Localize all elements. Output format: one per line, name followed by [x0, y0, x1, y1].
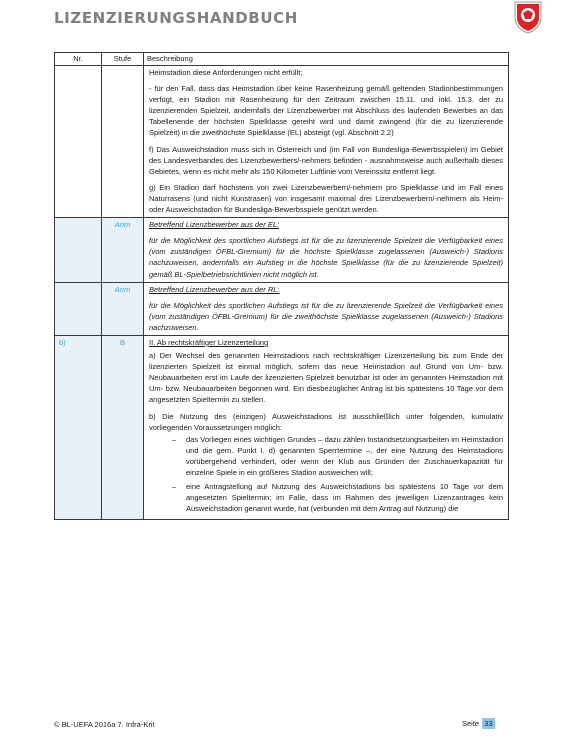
cell-stufe	[102, 66, 144, 218]
table-row	[55, 282, 509, 335]
row2-text: für die Möglichkeit des sportlichen Aufstiegs ist für die zu lizenzierende Spielzeit die Verfügbarkeit eines (vom zuständigen ÖFBL-Gremium) für die höchste Spielklasse zugelassenen (Ausweich-) Stadions nachzuweisen, andernfalls ein Aufstieg in die höchste Spielklasse (für die zu lizenzierende Spielzeit) gemäß BL-Spielbetriebsrichtlinien nicht möglich ist.	[149, 236, 503, 279]
page-number: 33	[484, 719, 493, 728]
header-nr: Nr.	[55, 53, 102, 66]
cell-nr	[55, 66, 102, 218]
table-row	[55, 218, 509, 282]
page-label: Seite	[462, 719, 480, 728]
table-header-row	[55, 53, 509, 66]
footer-copyright: © BL-UEFA 2016a 7. Infra-Krit	[54, 720, 155, 729]
cell-stufe-b: B	[102, 335, 144, 519]
cell-nr-b: b)	[55, 335, 102, 519]
row4-bullet-list	[149, 434, 503, 515]
cell-stufe-anm: Anm	[102, 218, 144, 282]
cell-description	[144, 335, 509, 519]
list-item: – eine Antragstellung auf Nutzung des Ausweichstadions bis spätestens 10 Tage vor dem angesetzten Spieltermin; im Falle, dass im Rahmen des jeweiligen Lizenzantrages kein Ausweichstadion genannt wurde, hat (verbunden mit dem Antrag auf Nutzung) die	[149, 481, 503, 514]
header-stufe: Stufe	[102, 53, 144, 66]
row4-heading: II. Ab rechtskräftiger Lizenzerteilung	[149, 337, 269, 347]
license-criteria-table	[54, 52, 509, 520]
row1-paragraph: f) Das Ausweichstadion muss sich in Österreich und (im Fall von Bundesliga-Bewerbsspielen) im Gebiet des Landesverbandes des Lizenzbewerbers/-nehmers befinden - ausnahmsweise auch außerhalb dieses Gebietes, wenn es nicht mehr als 150 Kilometer Luftlinie vom Vereinssitz entfernt liegt.	[149, 144, 503, 176]
cell-stufe-anm: Anm	[102, 282, 144, 335]
footer-page	[462, 718, 495, 729]
header-beschreibung: Beschreibung	[144, 53, 509, 66]
row1-paragraph: Heimstadion diese Anforderungen nicht erfüllt;	[149, 68, 303, 77]
row4-paragraph-b: b) Die Nutzung des (einzigen) Ausweichstadions ist ausschließlich unter folgenden, kumulativ vorliegenden Voraussetzungen möglich:	[149, 411, 503, 432]
row2-heading: Betreffend Lizenzbewerber aus der EL:	[149, 220, 280, 230]
row3-heading: Betreffend Lizenzbewerber aus der RL:	[149, 284, 280, 294]
cell-description	[144, 282, 509, 335]
page-header-title: LIZENZIERUNGSHANDBUCH	[54, 9, 298, 27]
list-item: – das Vorliegen eines wichtigen Grundes – dazu zählen Instandsetzungsarbeiten im Heimstadion und die gem. Punkt I. d) genannten Sperrtermine –, der eine Nutzung des Heimstadions vorübergehend verhindert, oder wenn der Klub aus Gründen der Zuschauerkapazität für einzelne Spiele in ein größeres Stadion ausweichen will;	[149, 434, 503, 478]
cell-nr	[55, 218, 102, 282]
row4-paragraph-a: a) Der Wechsel des genannten Heimstadions nach rechtskräftiger Lizenzerteilung bis zum Ende der lizenzierten Spielzeit ist einmal möglich, sofern das neue Heimstadion auf Grund von Um- bzw. Neubauarbeiten erst im Laufe der lizenzierten Spielzeit benutzbar ist oder im genannten Heimstadion mit Um- bzw. Neubauarbeiten begonnen wird. Ein diesbezüglicher Antrag ist bis spätestens 10 Tage vor dem angesetzten Spieltermin zu stellen.	[149, 351, 503, 405]
table-row	[55, 66, 509, 218]
row1-paragraph: - für den Fall, dass das Heimstadion über keine Rasenheizung gemäß geltenden Stadionbestimmungen verfügt, ein Stadion mit Rasenheizung für den Zeitraum zwischen 15.11. und inkl. 15.3. der zu lizenzierenden Spielzeit, andernfalls der Lizenzbewerber mit Abschluss des laufenden Bewerbes an das Tabellenende der höchsten Spielklasse gereiht wird und damit zwingend (für die zu lizenzierende Spielzeit) in die zweithöchste Spielklasse (EL) absteigt (vgl. Abschnitt 2.2)	[149, 84, 503, 138]
row3-text: für die Möglichkeit des sportlichen Aufstiegs ist für die zu lizenzierende Spielzeit die Verfügbarkeit eines (vom zuständigen ÖFBL-Gremium) für die zweithöchste Spielklasse zugelassenen (Ausweich-) Stadions nachzuweisen.	[149, 300, 503, 332]
cell-description	[144, 66, 509, 218]
table-row	[55, 335, 509, 519]
league-logo-icon	[511, 0, 545, 34]
row1-paragraph: g) Ein Stadion darf höchstens von zwei Lizenzbewerbern/-nehmern pro Spielklasse und im Fall eines Naturrasens (und nicht Kunstrasen) von insgesamt maximal drei Lizenzbewerbern/-nehmern als Heim- oder Ausweichstadion für Bundesliga-Bewerbsspiele genützt werden.	[149, 182, 503, 215]
cell-nr	[55, 282, 102, 335]
cell-description	[144, 218, 509, 282]
